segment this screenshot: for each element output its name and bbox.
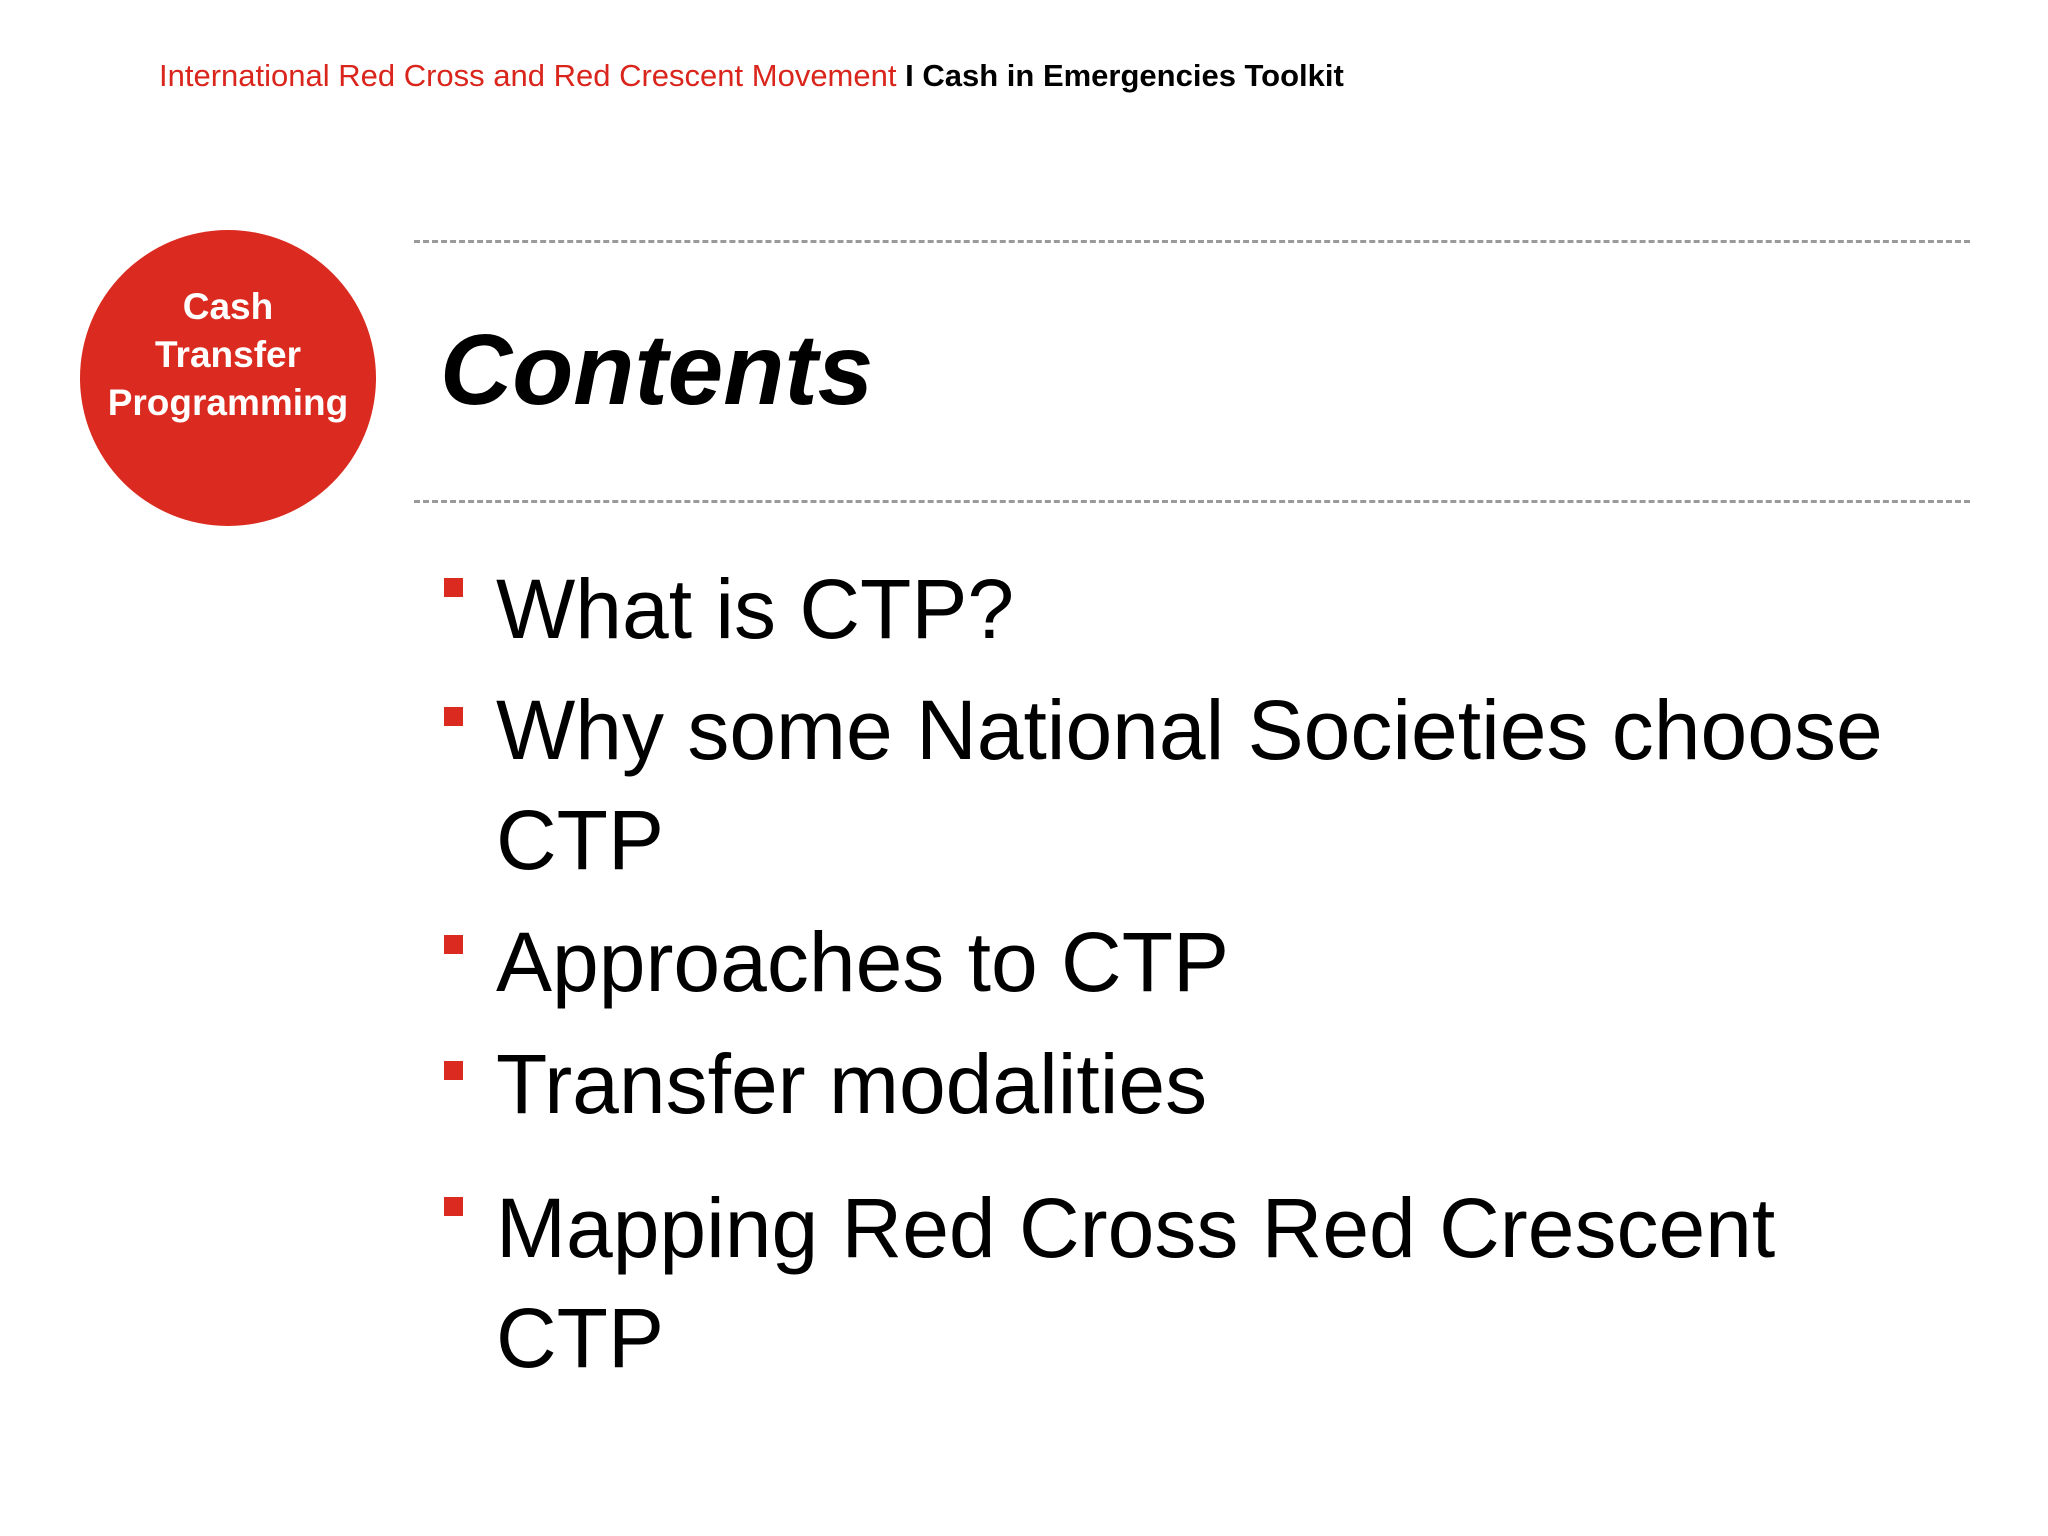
slide-header [159,56,1344,96]
bullet-square-icon [444,1061,463,1080]
list-item [440,675,1940,895]
list-item-text: Why some National Societies choose CTP [496,683,1883,887]
bullet-square-icon [444,578,463,597]
list-item [440,907,1940,1017]
bullet-square-icon [444,707,463,726]
bullet-square-icon [444,1197,463,1216]
list-item-text: Mapping Red Cross Red Crescent CTP [496,1181,1776,1385]
list-item-text: What is CTP? [496,562,1015,656]
bullet-square-icon [444,935,463,954]
title-bottom-divider [414,500,1970,503]
header-organization: International Red Cross and Red Crescent Movement [159,58,897,93]
list-item-text: Transfer modalities [496,1037,1208,1131]
list-item [440,1029,1940,1139]
list-item [440,554,1940,664]
badge-line-3: Programming [107,382,349,423]
badge-line-2: Transfer [154,334,301,375]
list-item [440,1173,1940,1393]
slide-title: Contents [440,314,874,426]
badge-line-1: Cash [182,286,274,327]
header-separator: I [905,58,914,93]
section-badge [80,230,376,526]
title-top-divider [414,240,1970,243]
header-toolkit-title: Cash in Emergencies Toolkit [922,58,1344,93]
list-item-text: Approaches to CTP [496,915,1230,1009]
section-badge-label [108,283,349,427]
